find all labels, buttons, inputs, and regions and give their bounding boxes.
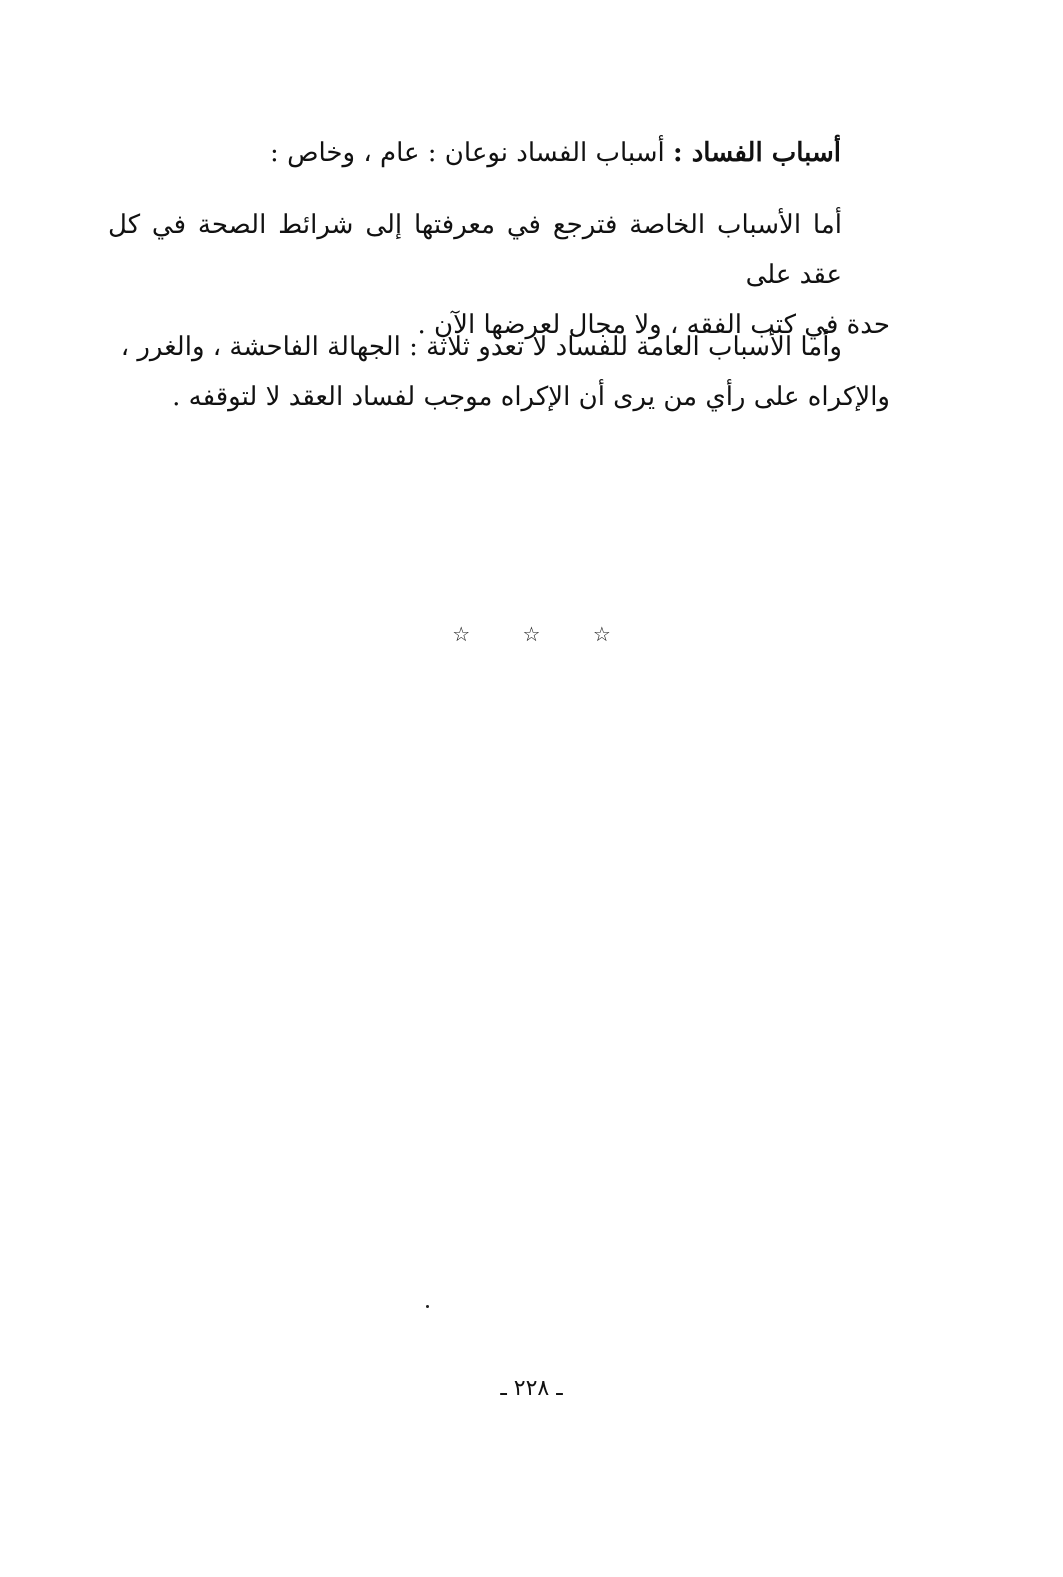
paragraph-line: أما الأسباب الخاصة فترجع في معرفتها إلى شرائط الصحة في كل عقد على bbox=[108, 210, 842, 290]
section-heading bbox=[270, 128, 841, 178]
star-outline-icon: ☆ bbox=[452, 622, 471, 646]
paragraph-line: حدة في كتب الفقه ، ولا مجال لعرضها الآن . bbox=[417, 310, 890, 340]
page-number: ـ ٢٢٨ ـ bbox=[500, 1376, 563, 1401]
heading-term: أسباب الفساد : bbox=[673, 138, 841, 168]
section-separator bbox=[0, 622, 1063, 646]
paragraph-line: والإكراه على رأي من يرى أن الإكراه موجب لفساد العقد لا لتوقفه . bbox=[172, 382, 890, 412]
heading-text: أسباب الفساد نوعان : عام ، وخاص : bbox=[270, 138, 674, 168]
paragraph-line: وأما الأسباب العامة للفساد لا تعدو ثلاثة : الجهالة الفاحشة ، والغرر ، bbox=[120, 332, 842, 362]
star-outline-icon: ☆ bbox=[522, 622, 541, 646]
speck-mark bbox=[426, 1305, 429, 1308]
paragraph-general-causes bbox=[108, 322, 890, 422]
star-outline-icon: ☆ bbox=[592, 622, 611, 646]
